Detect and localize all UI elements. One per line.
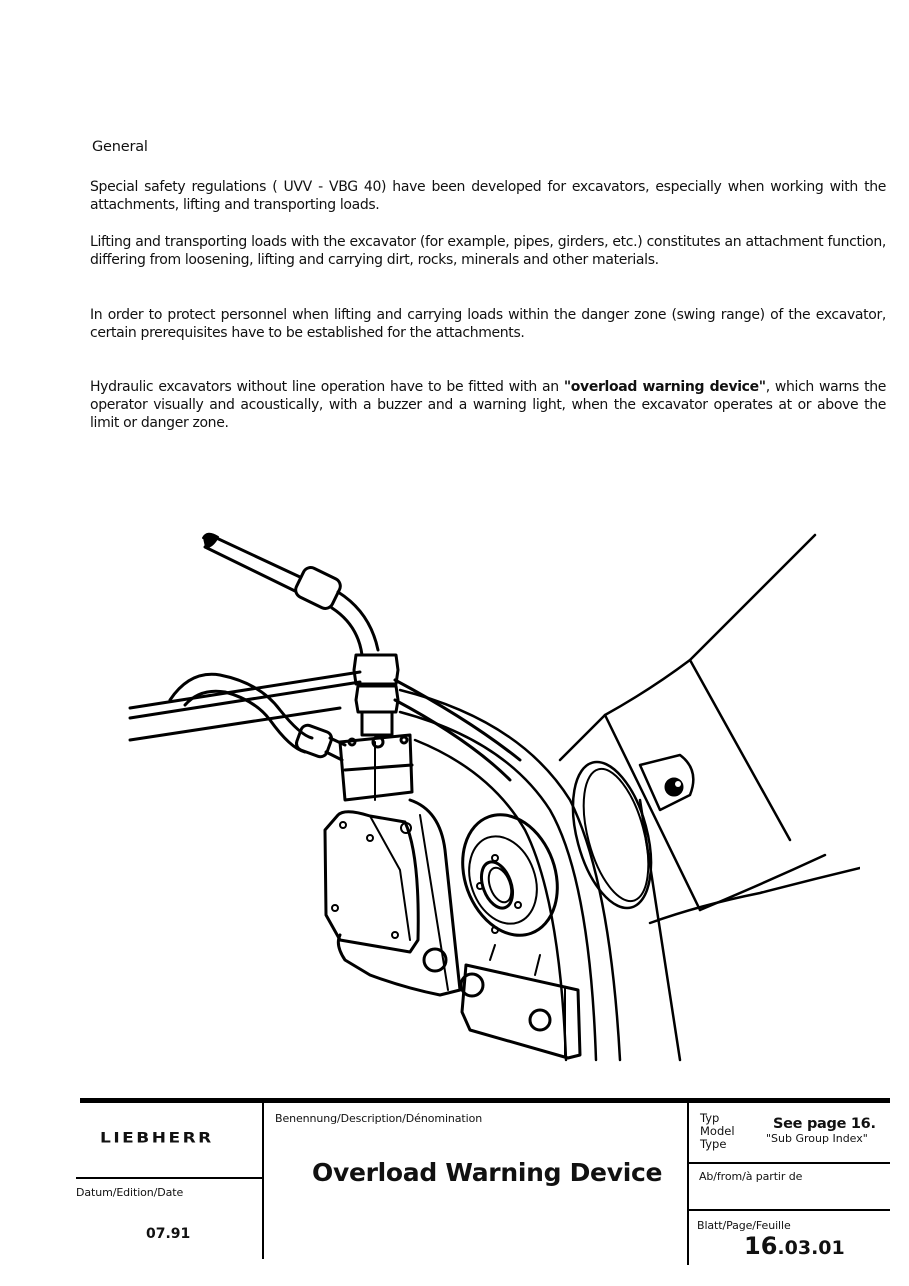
title-block-divider-left <box>262 1103 264 1259</box>
type-value: See page 16. <box>773 1116 876 1132</box>
type-labels <box>700 1112 735 1151</box>
p4-text-end: , which warns the operator visually and acoustically, with a buzzer and a warning light, when the excavator operates at or above the limit or danger zone. <box>90 379 886 431</box>
date-value: 07.91 <box>146 1226 191 1242</box>
type-label-type: Type <box>700 1137 727 1151</box>
document-title: Overload Warning Device <box>312 1158 663 1187</box>
page-group: 16 <box>744 1232 778 1260</box>
overload-warning-device-illustration <box>120 515 860 1065</box>
date-label: Datum/Edition/Date <box>76 1186 184 1199</box>
title-block-top-rule <box>80 1098 890 1103</box>
type-label-typ: Typ <box>700 1111 720 1125</box>
section-heading: General <box>92 139 148 155</box>
paragraph-overload-device <box>90 378 886 432</box>
liebherr-logo: LIEBHERR <box>100 1129 214 1147</box>
title-block-rule-right-1 <box>688 1162 890 1164</box>
page-subnumber: .03.01 <box>777 1237 845 1259</box>
page-label: Blatt/Page/Feuille <box>697 1219 791 1232</box>
page-number <box>744 1232 845 1260</box>
p4-bold-term: "overload warning device" <box>563 379 766 395</box>
paragraph-lifting-loads: Lifting and transporting loads with the excavator (for example, pipes, girders, etc.) constitutes an attachment function, differing from loosening, lifting and carrying dirt, rocks, minerals and other materials. <box>90 234 886 268</box>
paragraph-protect-personnel: In order to protect personnel when lifting and carrying loads within the danger zone (swing range) of the excavator, certain prerequisites have to be established for the attachments. <box>90 307 886 341</box>
from-label: Ab/from/à partir de <box>699 1170 803 1183</box>
paragraph-safety-regulations: Special safety regulations ( UVV - VBG 40) have been developed for excavators, especially when working with the attachments, lifting and transporting loads. <box>90 179 886 213</box>
type-subvalue: "Sub Group Index" <box>766 1132 868 1145</box>
title-block-rule-left <box>76 1177 263 1179</box>
title-block-divider-right <box>687 1103 689 1265</box>
title-block-rule-right-2 <box>688 1209 890 1211</box>
type-label-model: Model <box>700 1124 735 1138</box>
p4-text-start: Hydraulic excavators without line operation have to be fitted with an <box>90 379 564 395</box>
description-label: Benennung/Description/Dénomination <box>275 1112 483 1125</box>
